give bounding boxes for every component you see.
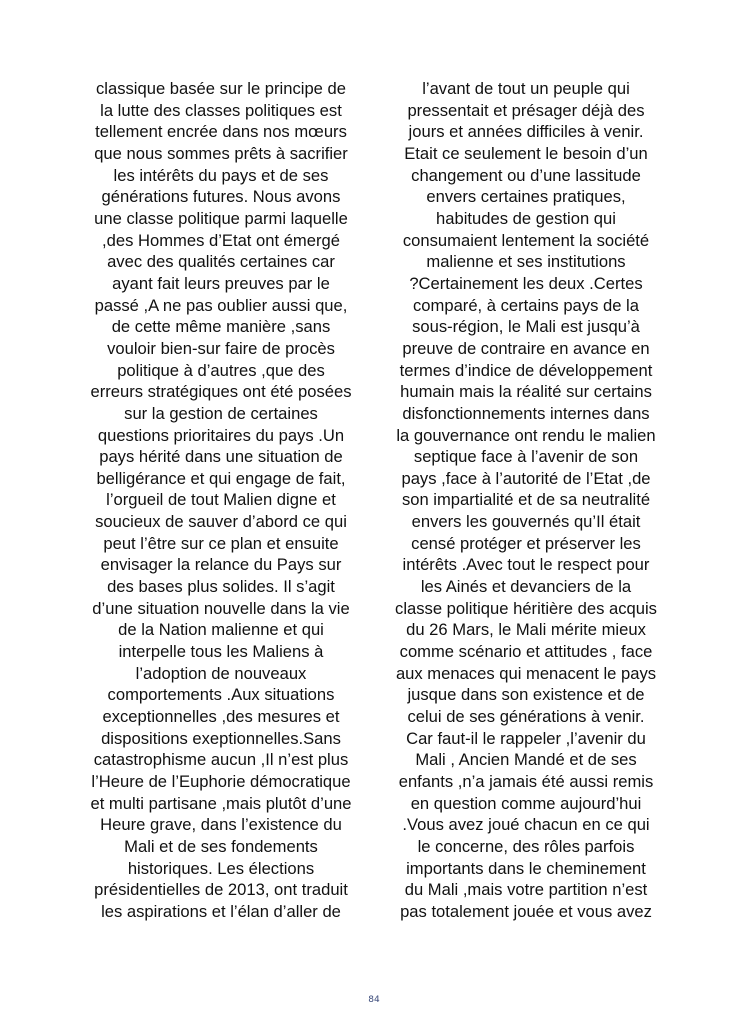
text-line: belligérance et qui engage de fait, [96,468,346,488]
text-line: passé ,A ne pas oublier aussi que, [94,295,348,315]
text-line: la gouvernance ont rendu le malien [396,425,656,445]
text-line: aux menaces qui menacent le pays [395,663,657,683]
text-line: les intérêts du pays et de ses [113,165,329,185]
text-line: malienne et ses institutions [426,252,626,272]
text-line: une classe politique parmi laquelle [94,208,348,228]
text-line: ayant fait leurs preuves par le [112,273,330,293]
text-line: que nous sommes prêts à sacrifier [94,143,348,163]
text-line: l’Heure de l’Euphorie démocratique [91,772,351,791]
text-line: l’avant de tout un peuple qui [422,79,630,98]
text-line: pas totalement jouée et vous avez [400,901,652,921]
text-line: classe politique héritière des acquis [395,598,657,618]
text-line: pressentait et présager déjà des [407,100,645,120]
text-line: les aspirations et l’élan d’aller de [101,901,341,921]
text-line: Mali , Ancien Mandé et de ses [415,750,637,770]
text-line: comparé, à certains pays de la [413,295,639,315]
text-line: consumaient lentement la société [402,230,650,250]
text-line: l’adoption de nouveaux [135,663,307,683]
text-line: celui de ses générations à venir. [407,707,645,727]
page-number: 84 [368,995,380,1005]
text-line: historiques. Les élections [127,858,315,878]
text-line: jusque dans son existence et de [407,685,645,705]
text-line: son impartialité et de sa neutralité [401,490,651,510]
text-line: d’une situation nouvelle dans la vie [92,598,350,618]
text-line: de cette même manière ,sans [111,317,331,337]
text-line: preuve de contraire en avance en [402,338,650,358]
text-line: la lutte des classes politiques est [100,100,342,120]
text-line: comme scénario et attitudes , face [399,642,653,662]
text-line: questions prioritaires du pays .Un [97,425,345,445]
text-line: interpelle tous les Maliens à [118,642,324,662]
text-line: comportements .Aux situations [107,685,335,705]
text-line: classique basée sur le principe de [96,79,346,98]
text-line: envers certaines pratiques, [426,187,626,207]
text-line: ?Certainement les deux .Certes [409,273,643,293]
text-line: avec des qualités certaines car [107,252,335,272]
text-line: .Vous avez joué chacun en ce qui [402,815,650,835]
text-line: Etait ce seulement le besoin d’un [404,143,648,163]
text-line: soucieux de sauver d’abord ce qui [95,512,347,532]
text-line: du 26 Mars, le Mali mérite mieux [406,620,646,640]
left-text-column [75,78,367,923]
text-line: Car faut-il le rappeler ,l’avenir du [406,728,646,748]
text-line: enfants ,n’a jamais été aussi remis [398,772,654,791]
text-line: présidentielles de 2013, ont traduit [94,880,348,900]
text-line: catastrophisme aucun ,Il n’est plus [93,750,349,770]
text-line: erreurs stratégiques ont été posées [90,382,352,402]
text-line: en question comme aujourd’hui [410,793,642,813]
text-line: pays hérité dans une situation de [99,447,343,467]
text-line: envisager la relance du Pays sur [100,555,342,575]
text-line: le concerne, des rôles parfois [417,836,635,856]
text-line: les Ainés et devanciers de la [420,577,632,597]
text-line: générations futures. Nous avons [101,187,341,207]
text-line: Heure grave, dans l’existence du [100,815,342,835]
text-line: habitudes de gestion qui [436,208,616,228]
text-line: des bases plus solides. Il s’agit [107,577,335,597]
text-line: dispositions exeptionnelles.Sans [101,728,341,748]
text-line: censé protéger et préserver les [411,533,641,553]
text-line: et multi partisane ,mais plutôt d’une [90,793,352,813]
text-line: vouloir bien-sur faire de procès [107,338,335,358]
text-line: humain mais la réalité sur certains [400,382,652,402]
text-line: envers les gouvernés qu’Il était [411,512,641,532]
text-line: sur la gestion de certaines [124,403,318,423]
text-line: Mali et de ses fondements [124,836,318,856]
text-line: de la Nation malienne et qui [118,620,324,640]
right-text-column [380,78,672,923]
text-line: tellement encrée dans nos mœurs [95,122,347,142]
text-line: exceptionnelles ,des mesures et [102,707,340,727]
text-line: intérêts .Avec tout le respect pour [402,555,650,575]
text-line: changement ou d’une lassitude [411,165,641,185]
text-line: pays ,face à l’autorité de l’Etat ,de [401,468,651,488]
text-line: jours et années difficiles à venir. [408,122,644,142]
text-line: du Mali ,mais votre partition n’est [404,880,648,900]
text-line: septique face à l’avenir de son [413,447,639,467]
text-line: importants dans le cheminement [406,858,646,878]
text-line: politique à d’autres ,que des [117,360,325,380]
text-line: termes d’indice de développement [399,360,653,380]
text-line: sous-région, le Mali est jusqu’à [412,317,640,337]
text-line: disfonctionnements internes dans [402,403,650,423]
text-line: l’orgueil de tout Malien digne et [106,490,336,510]
text-line: ,des Hommes d’Etat ont émergé [102,230,340,250]
text-line: peut l’être sur ce plan et ensuite [103,533,339,553]
